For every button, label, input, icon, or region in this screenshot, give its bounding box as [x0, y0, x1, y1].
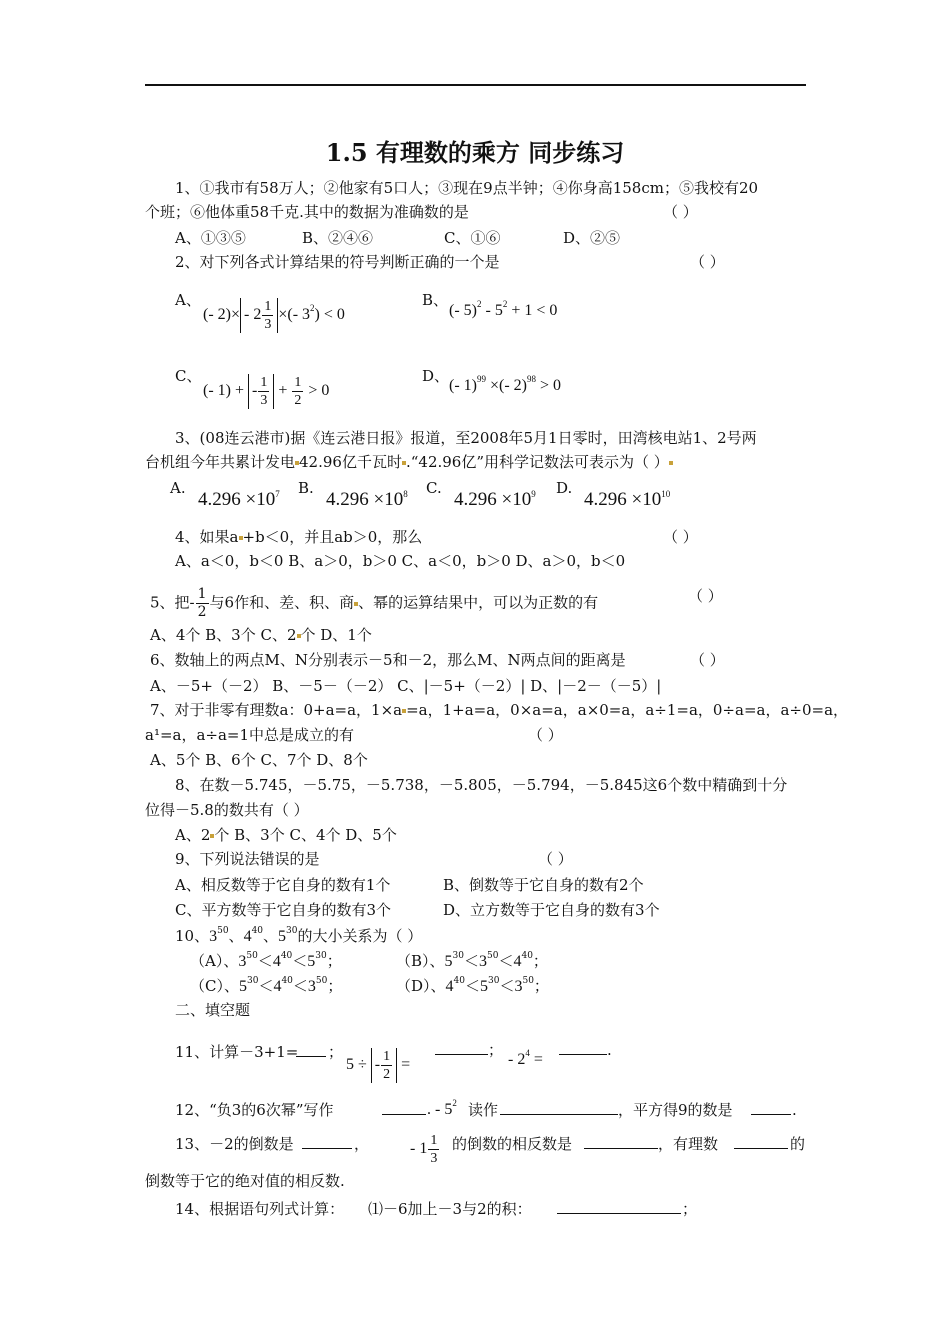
- q6-options: A、－5+（－2） B、－5－（－2） C、|－5+（－2）| D、|－2－（－5）|: [150, 677, 662, 695]
- q13-text-e: ，有理数: [658, 1135, 719, 1153]
- q13-line2: 倒数等于它的绝对值的相反数.: [145, 1172, 345, 1190]
- q9-option-b: B、倒数等于它自身的数有2个: [443, 876, 644, 894]
- q11-blank-2[interactable]: [435, 1040, 488, 1060]
- section-fill-in-heading: 二、填空题: [175, 1001, 251, 1019]
- q10-option-c: （C）、$5^{30}<4^{40}<3^{50}$；: [190, 976, 343, 995]
- q2-a-label: A、: [175, 291, 201, 309]
- q3-option-b: $4.296 \times 10^8$: [326, 489, 408, 510]
- q10-option-d: （D）、$4^{40}<5^{30}<3^{50}$；: [396, 976, 549, 995]
- q10-option-b: （B）、$5^{30}<3^{50}<4^{40}$；: [396, 951, 548, 970]
- q14-end: ；: [682, 1200, 698, 1218]
- q11-blank-1[interactable]: [296, 1042, 326, 1062]
- q7-line2: a¹=a，a÷a=1中总是成立的有: [145, 726, 355, 744]
- q11-label: 11、计算－3+1=: [175, 1043, 299, 1061]
- q11-expression-1: 5 ÷ - $\frac{1}{2}$ =: [346, 1049, 411, 1082]
- mark-dot: [669, 461, 673, 465]
- q2-stem: 2、对下列各式计算结果的符号判断正确的一个是: [175, 253, 500, 271]
- q2-d-expression: (- 1)$^{99}$ ×(- 2)$^{98}$ > 0: [449, 374, 562, 394]
- q9-option-c: C、平方数等于它自身的数有3个: [175, 901, 392, 919]
- q4-stem: 4、如果a +b＜0，并且ab＞0，那么: [175, 528, 423, 546]
- page-title: 1.5 有理数的乘方 同步练习: [325, 138, 625, 167]
- q3-option-c: $4.296 \times 10^9$: [454, 489, 536, 510]
- q2-c-expression: (- 1) + - $\frac{1}{3}$ + $\frac{1}{2}$ > 0: [203, 375, 330, 408]
- q13-text-f: 的: [790, 1135, 806, 1153]
- q3-line2: 台机组今年共累计发电 42.96亿千瓦时 .“42.96亿”用科学记数法可表示为（ ）: [145, 452, 673, 472]
- q9-paren: （ ）: [538, 850, 573, 868]
- q3-d-label: D.: [556, 479, 573, 497]
- q14-blank-1[interactable]: [557, 1199, 681, 1219]
- q12-end: .: [792, 1101, 797, 1119]
- q2-a-expression: (- 2)× - 2 $\frac{1}{3}$ ×(- $3^2) < 0$: [203, 299, 345, 332]
- q3-b-label: B.: [298, 479, 314, 497]
- q12-text-d: ，平方得9的数是: [618, 1101, 733, 1119]
- q13-text-d: 的倒数的相反数是: [452, 1135, 573, 1153]
- q2-paren: （ ）: [690, 253, 725, 271]
- q2-b-label: B、: [422, 291, 449, 309]
- q7-line1: 7、对于非零有理数a：0+a=a，1×a =a，1+a=a，0×a=a，a×0=a，a÷1=a，0÷a=a，a÷0=a，: [150, 701, 849, 719]
- q11-sep1: ；: [328, 1043, 344, 1061]
- q12-blank-3[interactable]: [751, 1100, 791, 1120]
- q2-c-label: C、: [175, 367, 202, 385]
- q12-blank-1[interactable]: [382, 1100, 426, 1120]
- q8-options: A、2 个 B、3个 C、4个 D、5个: [175, 826, 397, 844]
- q14-text-a: 14、根据语句列式计算：: [175, 1200, 345, 1218]
- q13-blank-1[interactable]: [302, 1134, 352, 1154]
- q11-sep2: ；: [488, 1041, 504, 1059]
- q9-option-d: D、立方数等于它自身的数有3个: [443, 901, 660, 919]
- q11-expression-2: - $2^4$ =: [508, 1048, 543, 1068]
- q12-expression: . - $5^2$: [427, 1098, 457, 1118]
- q5-paren: （ ）: [688, 587, 723, 605]
- q7-options: A、5个 B、6个 C、7个 D、8个: [150, 751, 368, 769]
- q11-end: .: [607, 1041, 612, 1059]
- q6-paren: （ ）: [690, 651, 725, 669]
- q6-stem: 6、数轴上的两点M、N分别表示－5和－2，那么M、N两点间的距离是: [150, 651, 626, 669]
- q12-text-a: 12、“负3的6次幂”写作: [175, 1101, 334, 1119]
- q1-option-b: B、②④⑥: [302, 229, 374, 247]
- q2-d-label: D、: [422, 367, 450, 385]
- q3-a-label: A.: [170, 479, 186, 497]
- q2-b-expression: (- $5)^2 - 5^2 + 1 < 0$: [449, 299, 558, 319]
- q11-blank-3[interactable]: [559, 1040, 607, 1060]
- q1-line2: 个班；⑥他体重58千克.其中的数据为准确数的是: [145, 203, 469, 221]
- q3-line1: 3、(08连云港市)据《连云港日报》报道，至2008年5月1日零时，田湾核电站1、2号两: [175, 429, 757, 447]
- q1-line1: 1、①我市有58万人；②他家有5口人；③现在9点半钟；④你身高158cm；⑤我校有20: [175, 179, 759, 197]
- q13-expression: - 1 $\frac{1}{3}$: [410, 1133, 438, 1166]
- q9-stem: 9、下列说法错误的是: [175, 850, 320, 868]
- q14-text-b: ⑴－6加上－3与2的积：: [368, 1200, 532, 1218]
- q4-options: A、a＜0，b＜0 B、a＞0，b＞0 C、a＜0，b＞0 D、a＞0，b＜0: [175, 552, 626, 570]
- q5-options: A、4个 B、3个 C、2 个 D、1个: [150, 626, 372, 644]
- q13-text-b: ，: [354, 1135, 370, 1153]
- header-rule: [145, 84, 806, 86]
- q13-text-a: 13、－2的倒数是: [175, 1135, 294, 1153]
- q8-line2: 位得－5.8的数共有（ ）: [145, 801, 309, 819]
- q5-stem: 5、把- $\frac{1}{2}$ 与6作和、差、积、商 、幂的运算结果中，可以为正数的有: [150, 586, 599, 620]
- q3-c-label: C.: [426, 479, 442, 497]
- q9-option-a: A、相反数等于它自身的数有1个: [175, 876, 391, 894]
- q3-option-d: $4.296 \times 10^{10}$: [584, 489, 671, 510]
- q10-stem: 10、$3^{50}$、$4^{40}$、$5^{30}$的大小关系为（ ）: [175, 926, 423, 945]
- q12-blank-2[interactable]: [500, 1100, 618, 1120]
- q8-line1: 8、在数－5.745，－5.75，－5.738，－5.805，－5.794，－5.845这6个数中精确到十分: [175, 776, 788, 794]
- q7-paren: （ ）: [528, 726, 563, 744]
- q1-option-c: C、①⑥: [444, 229, 501, 247]
- q10-option-a: （A）、$3^{50}<4^{40}<5^{30}$；: [190, 951, 342, 970]
- q13-blank-3[interactable]: [734, 1134, 788, 1154]
- q3-option-a: $4.296 \times 10^7$: [198, 489, 280, 510]
- q1-paren: （ ）: [663, 203, 698, 221]
- q1-option-d: D、②⑤: [563, 229, 621, 247]
- q1-option-a: A、①③⑤: [175, 229, 246, 247]
- q12-text-c: 读作: [468, 1101, 499, 1119]
- q13-blank-2[interactable]: [584, 1134, 658, 1154]
- q4-paren: （ ）: [663, 528, 698, 546]
